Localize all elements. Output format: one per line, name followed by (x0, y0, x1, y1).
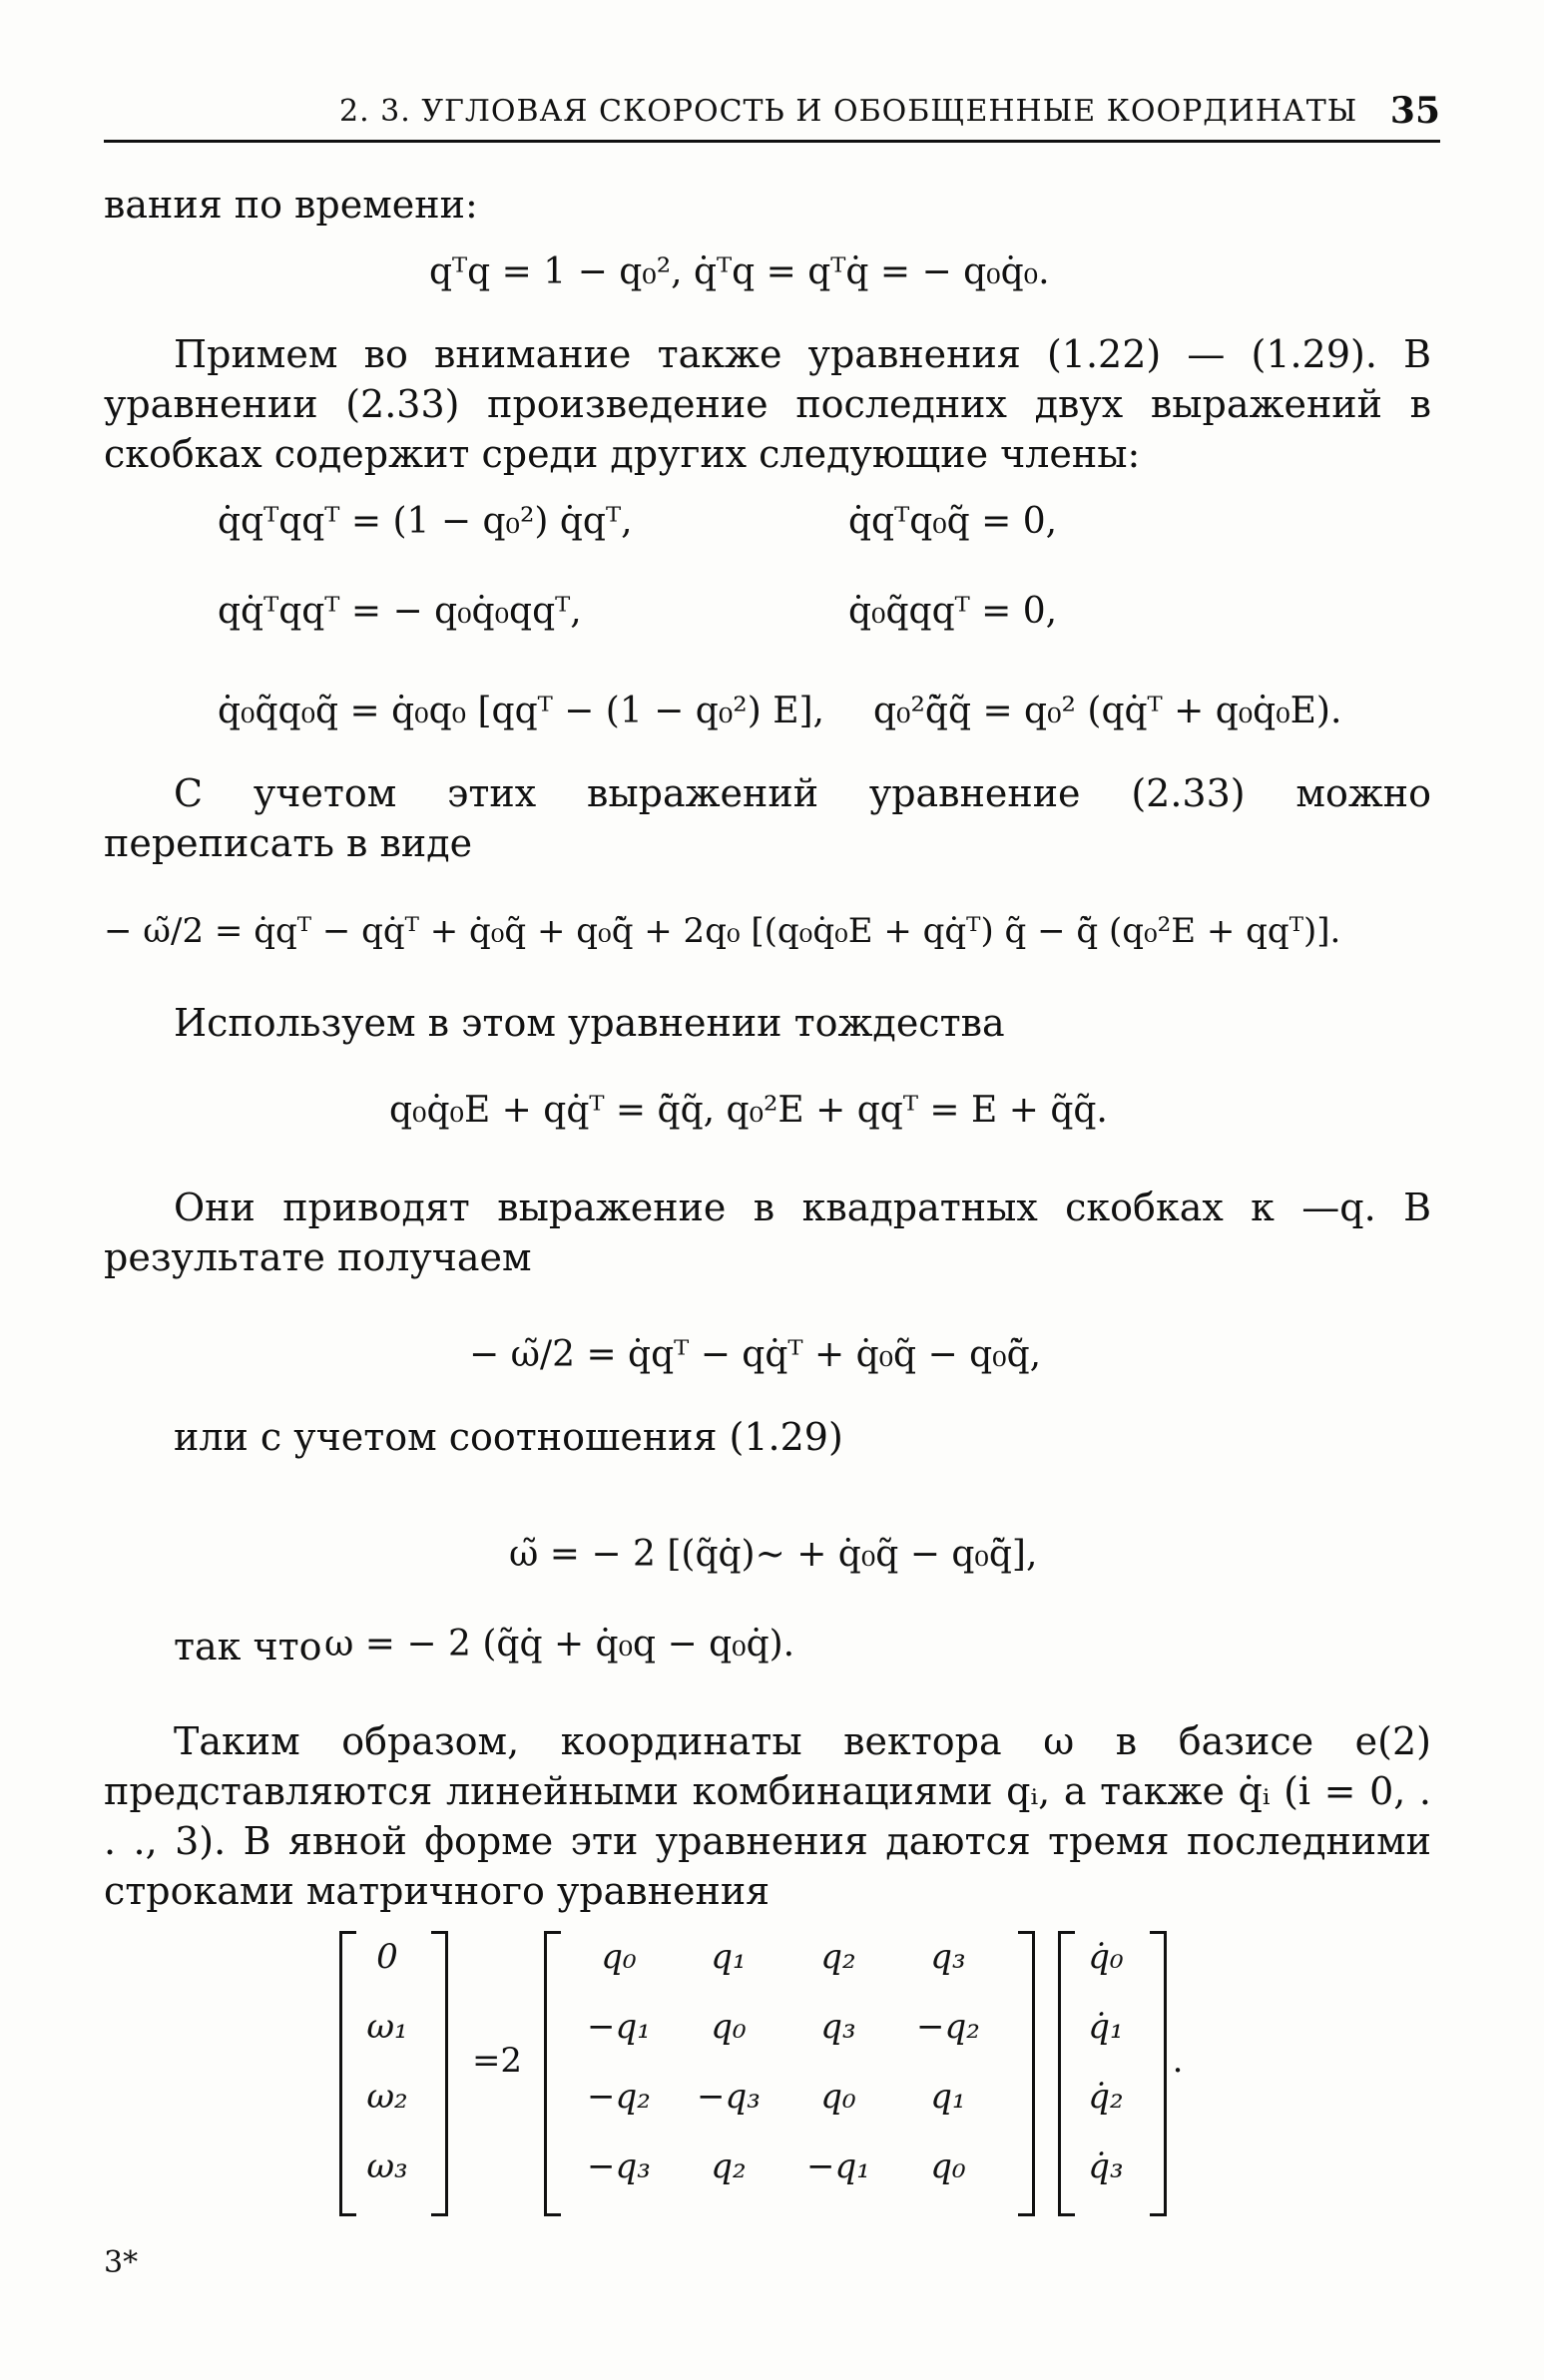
matrix-cell: q₃ (930, 1937, 966, 1977)
matrix-cell: q₁ (711, 1937, 747, 1977)
matrix-cell: −q₃ (587, 2146, 651, 2186)
matrix-cell: q₀ (601, 1937, 637, 1977)
page-header (104, 88, 1440, 143)
rhs-cell: q̇₃ (1088, 2146, 1124, 2186)
paragraph-7: Таким образом, координаты вектора ω в базисе e(2) представляются линейными комбинациями qᵢ, а также q̇ᵢ (i = 0, . . ., 3). В явной форме эти уравнения даются тремя последними строками матричного уравнения (104, 1719, 1431, 1913)
paragraph-3: Используем в этом уравнении тождества (174, 1001, 1005, 1045)
matrix-cell: −q₁ (587, 2007, 651, 2047)
paragraph-5: или с учетом соотношения (1.29) (174, 1415, 843, 1459)
page-number: 35 (1389, 90, 1440, 132)
matrix-cell: q₂ (711, 2146, 747, 2186)
matrix-cell: q₀ (930, 2146, 966, 2186)
equation-7: − ω̃/2 = q̇qᵀ − qq̇ᵀ + q̇₀q̃ − q₀q̃̇, (469, 1334, 1042, 1375)
equation-8: ω̃ = − 2 [(q̃q̇)~ + q̇₀q̃ − q₀q̃̇], (509, 1534, 1038, 1575)
rhs-cell: q̇₂ (1088, 2077, 1124, 2117)
matrix-factor: =2 (471, 2041, 523, 2081)
matrix-cell: q₂ (820, 1937, 856, 1977)
lhs-cell: ω₃ (366, 2146, 408, 2186)
equation-2a: q̇qᵀqqᵀ = (1 − q₀²) q̇qᵀ, (218, 501, 633, 542)
matrix-cell: q₃ (820, 2007, 856, 2047)
signature-mark: 3* (104, 2245, 139, 2280)
paragraph-6: так что (174, 1625, 322, 1668)
paragraph-4: Они приводят выражение в квадратных скобках к —q. В результате получаем (104, 1186, 1431, 1279)
matrix-period: . (1172, 2041, 1184, 2081)
paragraph-1: Примем во внимание также уравнения (1.22) — (1.29). В уравнении (2.33) произведение последних двух выражений в скобках содержит среди других следующие члены: (104, 332, 1431, 476)
paragraph-0: вания по времени: (104, 183, 478, 227)
equation-3a: qq̇ᵀqqᵀ = − q₀q̇₀qqᵀ, (218, 591, 582, 632)
lhs-bracket-right (431, 1931, 448, 2216)
equation-9: ω = − 2 (q̃q̇ + q̇₀q − q₀q̇). (324, 1624, 795, 1665)
equation-3b: q̇₀q̃qqᵀ = 0, (848, 591, 1058, 632)
lhs-cell: 0 (376, 1937, 398, 1977)
rhs-cell: q̇₁ (1088, 2007, 1124, 2047)
lhs-cell: ω₂ (366, 2077, 408, 2117)
matrix-equation (339, 1931, 1218, 2210)
main-bracket-left (544, 1931, 561, 2216)
matrix-cell: q₀ (711, 2007, 747, 2047)
main-bracket-right (1018, 1931, 1035, 2216)
lhs-cell: ω₁ (366, 2007, 408, 2047)
matrix-cell: −q₂ (916, 2007, 980, 2047)
rhs-cell: q̇₀ (1088, 1937, 1124, 1977)
equation-4a: q̇₀q̃q₀q̃ = q̇₀q₀ [qqᵀ − (1 − q₀²) E], (218, 691, 824, 731)
matrix-cell: −q₂ (587, 2077, 651, 2117)
equation-2b: q̇qᵀq₀q̃ = 0, (848, 501, 1058, 542)
equation-6: q₀q̇₀E + qq̇ᵀ = q̃̇q̃, q₀²E + qqᵀ = E + q̃q̃. (389, 1090, 1108, 1131)
matrix-cell: q₀ (820, 2077, 856, 2117)
running-title: 2. 3. УГЛОВАЯ СКОРОСТЬ И ОБОБЩЕННЫЕ КООРДИНАТЫ (339, 94, 1358, 129)
matrix-cell: −q₁ (806, 2146, 870, 2186)
paragraph-2: С учетом этих выражений уравнение (2.33) можно переписать в виде (104, 771, 1431, 865)
equation-4b: q₀²q̃̇q̃ = q₀² (qq̇ᵀ + q₀q̇₀E). (873, 691, 1342, 731)
matrix-cell: −q₃ (697, 2077, 761, 2117)
matrix-cell: q₁ (930, 2077, 966, 2117)
equation-1: qᵀq = 1 − q₀², q̇ᵀq = qᵀq̇ = − q₀q̇₀. (429, 251, 1050, 292)
equation-5: − ω̃/2 = q̇qᵀ − qq̇ᵀ + q̇₀q̃ + q₀q̃̇ + 2q₀ [(q₀q̇₀E + qq̇ᵀ) q̃ − q̃̇ (q₀²E + qqᵀ)]. (104, 911, 1341, 951)
